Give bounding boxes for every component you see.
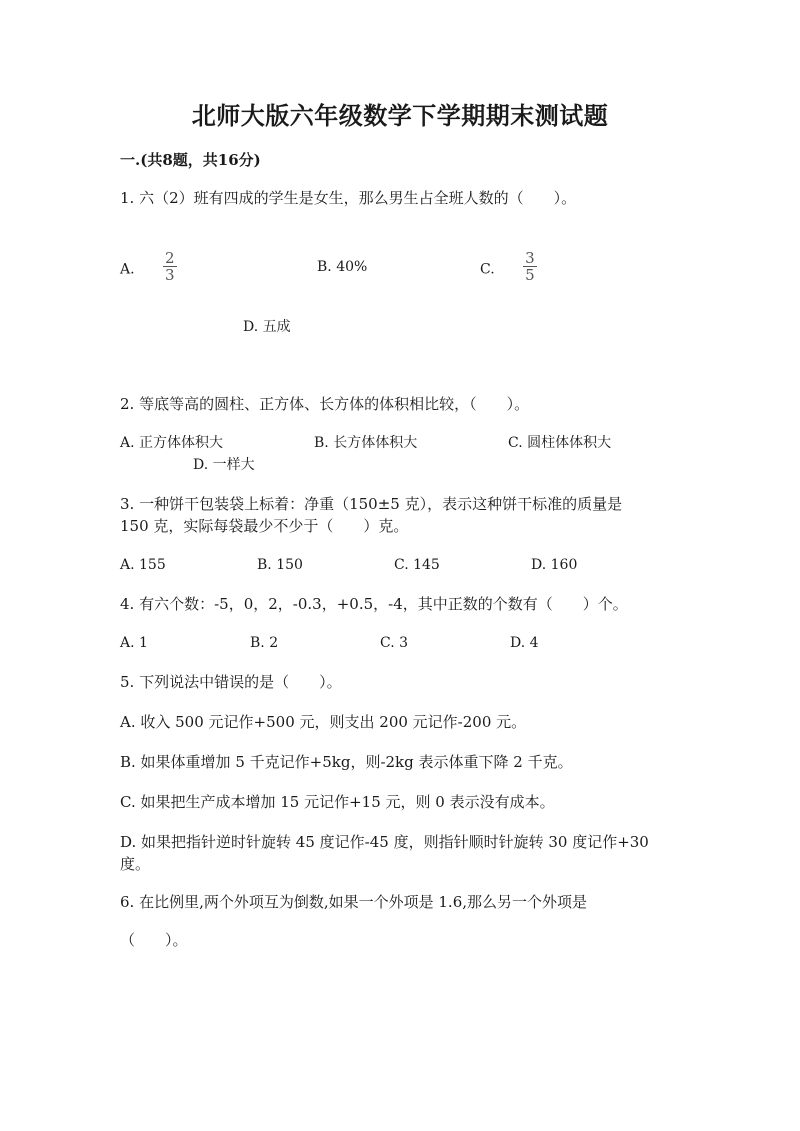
q1-option-c-fraction xyxy=(523,250,537,283)
q1-option-d[interactable] xyxy=(243,316,291,338)
q3-option-c[interactable]: C. 145 xyxy=(394,557,440,573)
q3-option-d[interactable]: D. 160 xyxy=(531,557,578,573)
q1-option-d-label: D. xyxy=(243,319,259,335)
q4-option-a[interactable]: A. 1 xyxy=(120,635,148,651)
q1-option-c-label: C. xyxy=(480,261,495,278)
fraction-denominator: 3 xyxy=(165,266,175,284)
q1-option-b-label: B. xyxy=(317,259,332,275)
q2-option-c[interactable]: C. 圆柱体体积大 xyxy=(508,435,612,451)
q1-option-d-value: 五成 xyxy=(262,319,291,335)
q2-option-a[interactable]: A. 正方体体积大 xyxy=(120,435,224,451)
question-6-text-line1: 6. 在比例里,两个外项互为倒数,如果一个外项是 1.6,那么另一个外项是 xyxy=(120,893,588,911)
q1-option-b[interactable] xyxy=(317,256,367,278)
q2-option-d[interactable]: D. 一样大 xyxy=(193,457,255,473)
q1-option-b-value: 40% xyxy=(336,259,368,275)
q1-option-a-fraction xyxy=(163,250,177,283)
q1-option-c[interactable] xyxy=(480,249,537,284)
fraction-denominator: 5 xyxy=(525,266,535,284)
page-title: 北师大版六年级数学下学期期末测试题 xyxy=(191,101,609,130)
q4-option-c[interactable]: C. 3 xyxy=(380,635,409,651)
q4-option-d[interactable]: D. 4 xyxy=(510,635,539,651)
q3-option-b[interactable]: B. 150 xyxy=(257,557,303,573)
q5-option-c[interactable]: C. 如果把生产成本增加 15 元记作+15 元，则 0 表示没有成本。 xyxy=(120,793,555,811)
question-3-text-line1: 3. 一种饼干包装袋上标着：净重（150±5 克），表示这种饼干标准的质量是 xyxy=(120,495,623,513)
q1-option-a-label: A. xyxy=(120,261,135,278)
q2-option-b[interactable]: B. 长方体体积大 xyxy=(314,435,418,451)
question-3-text-line2: 150 克，实际每袋最少不少于（ ）克。 xyxy=(120,517,409,535)
question-4-text: 4. 有六个数：-5，0，2，-0.3，+0.5，-4，其中正数的个数有（ ）个。 xyxy=(120,595,628,613)
fraction-numerator: 2 xyxy=(165,249,175,267)
question-2-text: 2. 等底等高的圆柱、正方体、长方体的体积相比较，（ ）。 xyxy=(120,395,530,413)
q5-option-b[interactable]: B. 如果体重增加 5 千克记作+5kg，则-2kg 表示体重下降 2 千克。 xyxy=(120,753,573,771)
q5-option-a[interactable]: A. 收入 500 元记作+500 元，则支出 200 元记作-200 元。 xyxy=(120,713,527,731)
q3-option-a[interactable]: A. 155 xyxy=(120,557,166,573)
q1-option-a[interactable] xyxy=(120,249,177,284)
question-1-text: 1. 六（2）班有四成的学生是女生，那么男生占全班人数的（ ）。 xyxy=(120,189,577,207)
fraction-numerator: 3 xyxy=(525,249,535,267)
q4-option-b[interactable]: B. 2 xyxy=(250,635,279,651)
question-5-text: 5. 下列说法中错误的是（ ）。 xyxy=(120,673,342,691)
q5-option-d[interactable]: D. 如果把指针逆时针旋转 45 度记作-45 度，则指针顺时针旋转 30 度记作+30 xyxy=(120,833,649,851)
q5-option-d-continued: 度。 xyxy=(120,855,151,873)
question-6-text-line2: （ ）。 xyxy=(120,931,188,949)
section-heading: 一.(共8题，共16分) xyxy=(120,151,261,169)
